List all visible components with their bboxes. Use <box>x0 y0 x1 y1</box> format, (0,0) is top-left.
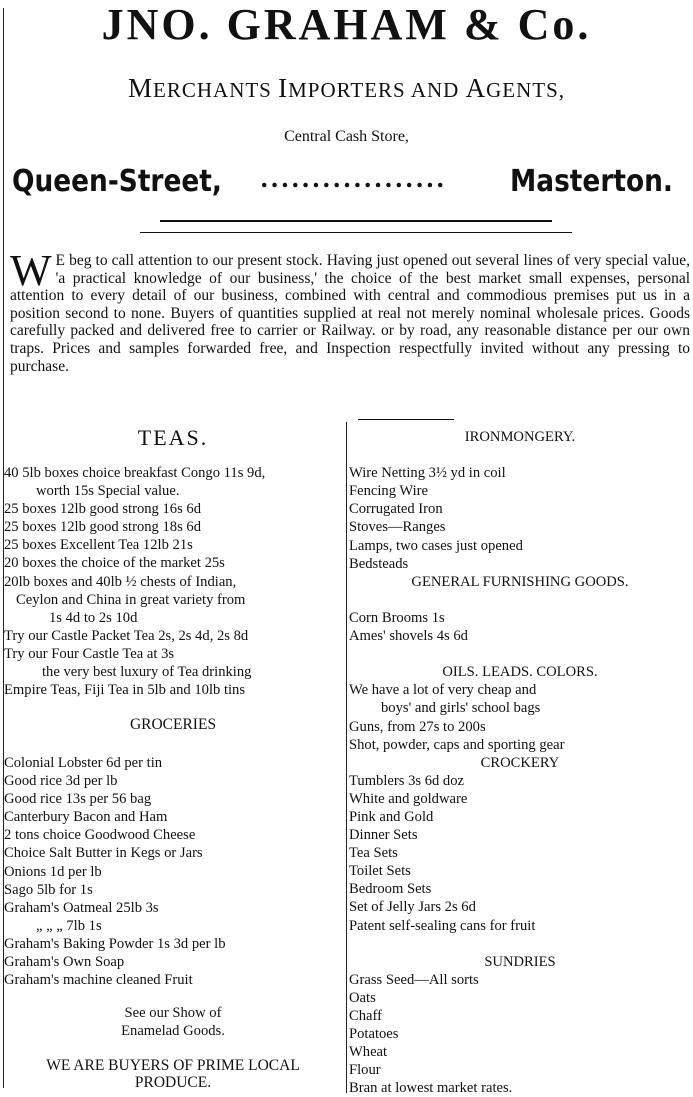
notice-line: See our Show of <box>124 1005 222 1021</box>
header-rule-top <box>160 220 552 222</box>
intro-paragraph <box>10 246 690 375</box>
intro-drop-cap: W <box>10 246 52 295</box>
intro-divider-rule <box>358 419 454 420</box>
list-item: Good rice 13s per 56 bag <box>4 791 152 808</box>
subtitle-m: M <box>128 73 154 103</box>
teas-heading: TEAS. <box>137 425 209 450</box>
subtitle-mporters: MPORTERS AND <box>288 78 466 102</box>
list-item: 20lb boxes and 40lb ½ chests of Indian, <box>4 573 237 590</box>
subtitle-i: I <box>278 73 289 103</box>
list-item: Bran at lowest market rates. <box>349 1080 513 1097</box>
list-item: Empire Teas, Fiji Tea in 5lb and 10lb tins <box>4 682 246 699</box>
list-item: Graham's Baking Powder 1s 3d per lb <box>4 935 226 952</box>
list-item: Lamps, two cases just opened <box>349 537 523 554</box>
store-name: Central Cash Store, <box>284 128 409 145</box>
notice-line: Enamelad Goods. <box>121 1023 225 1040</box>
list-item: Canterbury Bacon and Ham <box>4 809 168 826</box>
list-item: worth 15s Special value. <box>36 483 180 500</box>
groceries-list <box>4 754 346 989</box>
list-item: Fencing Wire <box>349 483 428 500</box>
list-item: 1s 4d to 2s 10d <box>49 609 138 626</box>
business-description <box>0 70 693 108</box>
advertiser-name: JNO. GRAHAM & Co. <box>101 0 592 49</box>
list-item: boys' and girls' school bags <box>381 700 541 717</box>
list-item: 25 boxes 12lb good strong 18s 6d <box>4 519 202 536</box>
buyers-notice <box>0 1057 346 1091</box>
list-item: Stoves—Ranges <box>349 519 446 536</box>
notice-line: WE ARE BUYERS OF PRIME LOCAL <box>46 1057 300 1074</box>
list-item: Choice Salt Butter in Kegs or Jars <box>4 845 203 862</box>
crockery-heading: CROCKERY <box>480 754 560 771</box>
groceries-heading: GROCERIES <box>129 716 217 733</box>
list-item: Set of Jelly Jars 2s 6d <box>349 899 476 916</box>
list-item: Colonial Lobster 6d per tin <box>4 755 163 771</box>
list-item: Wheat <box>349 1044 388 1061</box>
list-item: Grass Seed—All sorts <box>349 971 479 988</box>
furnishing-heading: GENERAL FURNISHING GOODS. <box>411 573 629 590</box>
list-item: 25 boxes 12lb good strong 16s 6d <box>4 501 202 518</box>
ironmongery-heading: IRONMONGERY. <box>464 429 576 445</box>
subtitle-a: A <box>465 73 487 103</box>
list-item: Bedroom Sets <box>349 881 432 898</box>
list-item: Flour <box>349 1062 381 1079</box>
enamel-show-notice <box>0 1004 346 1040</box>
list-item: Graham's Own Soap <box>4 954 125 971</box>
intro-text: E beg to call attention to our present stock. Having just opened out several lines of very special value, 'a practical knowledge of our business,' the choice of the best market small expenses, personal attention to every detail of our business, combined with central and commodious premises put us in a position second to none. Buyers of quantities supplied at real not merely nominal wholesale prices. Goods carefully packed and delivered free to carrier or Railway. or by road, any reasonable distance per our own traps. Prices and samples forwarded free, and Inspection respectfully invited without any pressing to purchase. <box>10 252 690 375</box>
town-name: Masterton. <box>510 164 673 199</box>
list-item: Tumblers 3s 6d doz <box>349 772 465 789</box>
column-divider <box>346 422 347 1093</box>
list-item: Ceylon and China in great variety from <box>16 591 246 608</box>
list-item: Corrugated Iron <box>349 501 443 518</box>
list-item: Potatoes <box>349 1026 399 1043</box>
list-item: Wire Netting 3½ yd in coil <box>349 465 506 482</box>
list-item: „ „ „ 7lb 1s <box>36 917 102 934</box>
list-item: Graham's machine cleaned Fruit <box>4 972 193 989</box>
list-item: Graham's Oatmeal 25lb 3s <box>4 899 159 916</box>
header-rule-bottom <box>140 232 572 233</box>
list-item: Chaff <box>349 1008 382 1024</box>
list-item: Sago 5lb for 1s <box>4 881 93 898</box>
list-item: Dinner Sets <box>349 827 418 844</box>
list-item: Pink and Gold <box>349 808 434 825</box>
list-item: 25 boxes Excellent Tea 12lb 21s <box>4 537 193 554</box>
list-item: Tea Sets <box>349 845 398 862</box>
list-item: 2 tons choice Goodwood Cheese <box>4 827 196 844</box>
list-item: Bedsteads <box>349 555 409 572</box>
list-item: Guns, from 27s to 200s <box>349 718 486 735</box>
list-item: Oats <box>349 989 376 1006</box>
subtitle-erchants: ERCHANTS <box>153 78 279 102</box>
subtitle-gents: GENTS, <box>486 78 565 102</box>
right-column <box>349 428 691 1097</box>
list-item: Try our Four Castle Tea at 3s <box>4 645 175 662</box>
oils-heading: OILS. LEADS. COLORS. <box>442 664 598 681</box>
list-item: We have a lot of very cheap and <box>349 682 537 699</box>
list-item: Shot, powder, caps and sporting gear <box>349 736 565 753</box>
list-item: 40 5lb boxes choice breakfast Congo 11s 9d, <box>4 465 266 481</box>
list-item: Corn Brooms 1s <box>349 609 445 626</box>
list-item: Patent self-sealing cans for fruit <box>349 917 536 934</box>
list-item: Good rice 3d per lb <box>4 773 118 790</box>
address-leader-dots: .................. <box>260 164 447 193</box>
list-item: Onions 1d per lb <box>4 863 102 880</box>
list-item: White and goldware <box>349 790 468 807</box>
list-item: Ames' shovels 4s 6d <box>349 628 468 645</box>
list-item: Toilet Sets <box>349 863 411 880</box>
teas-list <box>4 464 346 699</box>
sundries-heading: SUNDRIES <box>484 953 556 970</box>
street-address: Queen-Street, <box>12 164 222 199</box>
list-item: 20 boxes the choice of the market 25s <box>4 555 225 572</box>
list-item: Try our Castle Packet Tea 2s, 2s 4d, 2s 8d <box>4 627 249 644</box>
list-item: the very best luxury of Tea drinking <box>42 664 252 681</box>
notice-line: PRODUCE. <box>134 1074 212 1091</box>
